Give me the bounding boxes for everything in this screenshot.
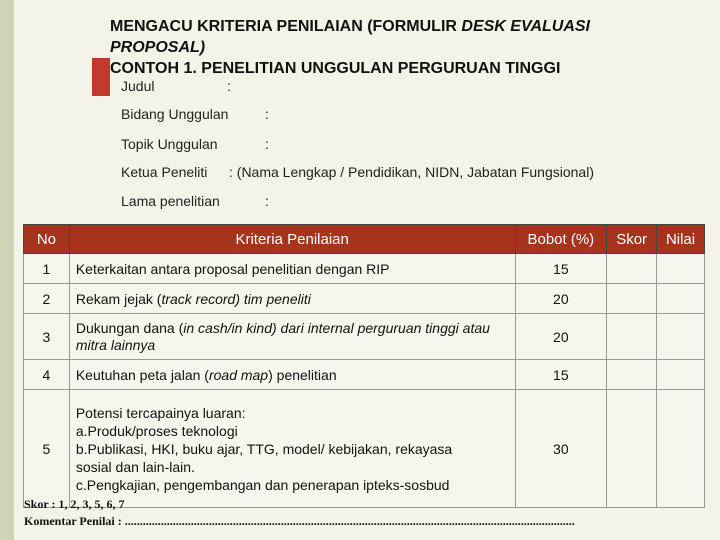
luaran-line: a.Produk/proses teknologi	[75, 422, 238, 439]
header-bobot: Bobot (%)	[515, 225, 607, 254]
cell-no: 4	[24, 360, 70, 390]
page-title	[110, 16, 690, 79]
table-row	[24, 314, 705, 360]
info-ketua	[121, 164, 594, 180]
info-sep: :	[265, 106, 269, 122]
text: Dukungan dana (	[75, 319, 184, 336]
criteria-table	[23, 224, 705, 508]
cell-nilai[interactable]	[657, 254, 705, 284]
info-sep: :	[227, 78, 231, 94]
cell-no: 3	[24, 314, 70, 360]
footer-komentar: Komentar Penilai : ......................................................................................................................................................	[24, 514, 575, 528]
cell-no: 5	[24, 390, 70, 508]
cell-nilai[interactable]	[657, 284, 705, 314]
info-lama	[121, 193, 269, 209]
cell-kriteria: Keterkaitan antara proposal penelitian dengan RIP	[69, 254, 515, 284]
cell-kriteria	[69, 360, 515, 390]
cell-bobot: 20	[515, 284, 607, 314]
cell-bobot: 15	[515, 360, 607, 390]
info-bidang	[121, 106, 269, 122]
header-no: No	[24, 225, 70, 254]
text-italic: ) dari internal perguruan tinggi atau mitra lainnya	[75, 319, 490, 353]
info-label: Lama penelitian	[121, 193, 220, 209]
header-skor: Skor	[607, 225, 657, 254]
footer-skor: Skor : 1, 2, 3, 5, 6, 7	[24, 497, 125, 511]
info-label: Topik Unggulan	[121, 136, 218, 152]
text: Keutuhan peta jalan (	[75, 366, 209, 383]
info-sep: :	[265, 193, 269, 209]
cell-skor[interactable]	[607, 284, 657, 314]
cell-kriteria	[69, 390, 515, 508]
header-kriteria: Kriteria Penilaian	[69, 225, 515, 254]
table-row	[24, 390, 705, 508]
cell-nilai[interactable]	[657, 390, 705, 508]
decorative-red-tab	[92, 58, 110, 96]
cell-skor[interactable]	[607, 390, 657, 508]
table-row	[24, 254, 705, 284]
info-label: Bidang Unggulan	[121, 106, 229, 122]
text-italic: track record	[161, 290, 236, 307]
luaran-line: b.Publikasi, HKI, buku ajar, TTG, model/ kebijakan, rekayasa sosial dan lain-lain.	[75, 440, 453, 475]
cell-no: 2	[24, 284, 70, 314]
luaran-line: Potensi tercapainya luaran:	[75, 404, 246, 421]
table-row	[24, 284, 705, 314]
info-sep: :	[265, 136, 269, 152]
header-nilai: Nilai	[657, 225, 705, 254]
text-italic: ) tim peneliti	[235, 290, 311, 307]
cell-bobot: 20	[515, 314, 607, 360]
text-italic: road map	[208, 366, 269, 383]
cell-kriteria	[69, 284, 515, 314]
info-judul	[121, 78, 231, 94]
table-header-row	[24, 225, 705, 254]
cell-kriteria	[69, 314, 515, 360]
cell-no: 1	[24, 254, 70, 284]
decorative-left-band	[0, 0, 14, 540]
text: ) penelitian	[268, 366, 337, 383]
cell-nilai[interactable]	[657, 360, 705, 390]
title-line-3: CONTOH 1. PENELITIAN UNGGULAN PERGURUAN TINGGI	[110, 60, 561, 77]
cell-skor[interactable]	[607, 254, 657, 284]
text-italic: in cash/in kind	[183, 319, 272, 336]
title-line-2: PROPOSAL)	[110, 39, 206, 56]
info-sep: : (Nama Lengkap / Pendidikan, NIDN, Jabatan Fungsional)	[229, 164, 594, 180]
table-row	[24, 360, 705, 390]
cell-bobot: 15	[515, 254, 607, 284]
cell-bobot: 30	[515, 390, 607, 508]
info-label: Judul	[121, 78, 155, 94]
cell-nilai[interactable]	[657, 314, 705, 360]
cell-skor[interactable]	[607, 360, 657, 390]
text: Rekam jejak (	[75, 290, 162, 307]
luaran-line: c.Pengkajian, pengembangan dan penerapan ipteks-sosbud	[75, 476, 450, 493]
cell-skor[interactable]	[607, 314, 657, 360]
info-label: Ketua Peneliti	[121, 164, 208, 180]
title-line-1a: MENGACU KRITERIA PENILAIAN (FORMULIR	[110, 18, 462, 35]
title-line-1b: DESK EVALUASI	[461, 18, 590, 35]
info-topik	[121, 136, 269, 152]
